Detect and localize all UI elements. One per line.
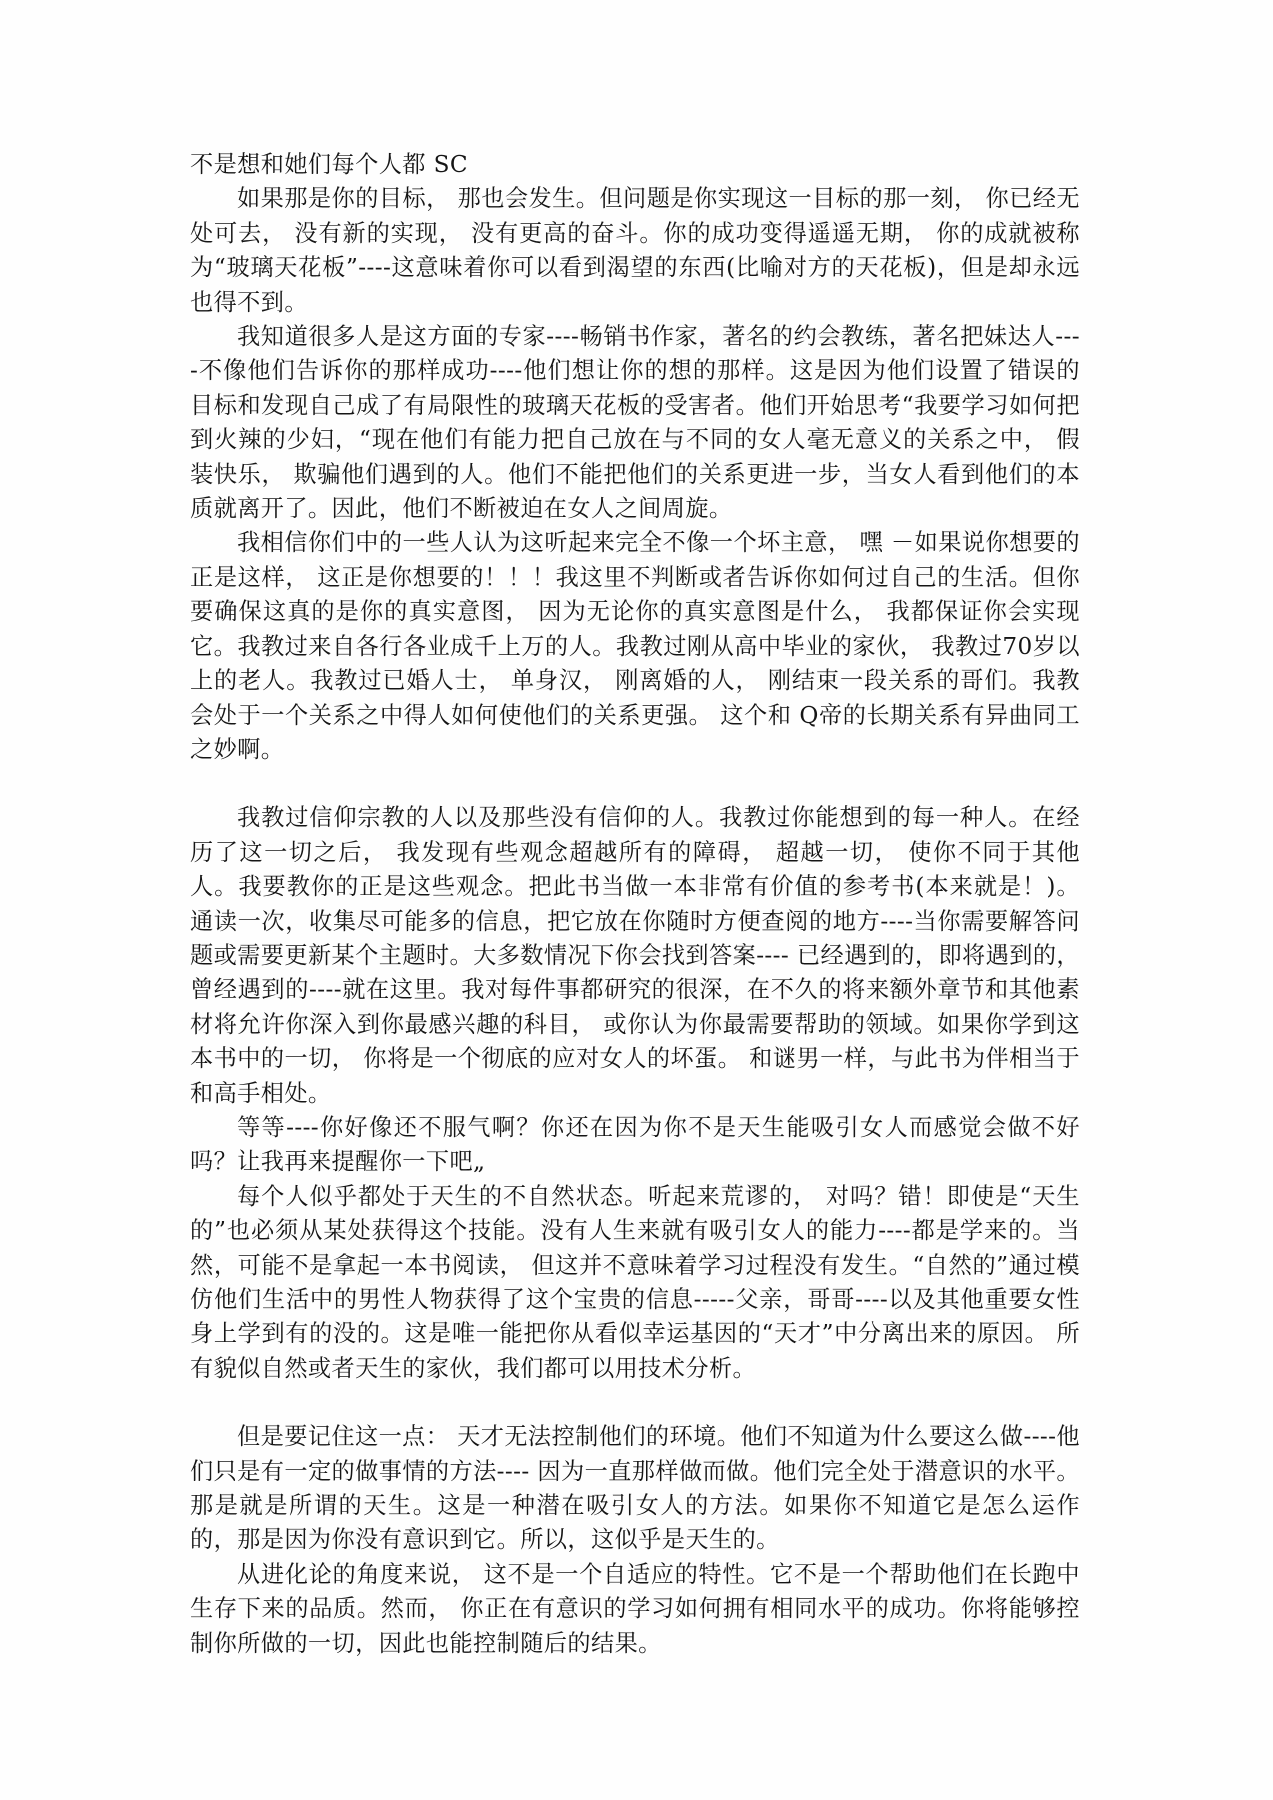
paragraph: 我相信你们中的一些人认为这听起来完全不像一个坏主意， 嘿 －如果说你想要的正是这样， 这正是你想要的！！！我这里不判断或者告诉你如何过自己的生活。但你要确保这真的是你的真实意图， 因为无论你的真实意图是什么， 我都保证你会实现它。我教过来自各行各业成千上万的人。我教过刚从高中毕业的家伙， 我教过70岁以上的老人。我教过已婚人士， 单身汉， 刚离婚的人， 刚结束一段关系的哥们。我教会处于一个关系之中得人如何使他们的关系更强。 这个和 Q帝的长期关系有异曲同工之妙啊。 [190,529,1080,763]
paragraph: 但是要记住这一点： 天才无法控制他们的环境。他们不知道为什么要这么做----他们只是有一定的做事情的方法---- 因为一直那样做而做。他们完全处于潜意识的水平。那是就是所谓的天生。这是一种潜在吸引女人的方法。如果你不知道它是怎么运作的，那是因为你没有意识到它。所以，这似乎是天生的。 [190,1423,1080,1554]
paragraph: 如果那是你的目标， 那也会发生。但问题是你实现这一目标的那一刻， 你已经无处可去， 没有新的实现， 没有更高的奋斗。你的成功变得遥遥无期， 你的成就被称为“玻璃天花板”----这意味着你可以看到渴望的东西(比喻对方的天花板)，但是却永远也得不到。 [190,185,1080,316]
heading-line: 不是想和她们每个人都 SC [190,151,469,178]
document-body [190,148,1080,1661]
paragraph: 我知道很多人是这方面的专家----畅销书作家，著名的约会教练，著名把妹达人----不像他们告诉你的那样成功----他们想让你的想的那样。这是因为他们设置了错误的目标和发现自己成了有局限性的玻璃天花板的受害者。他们开始思考“我要学习如何把到火辣的少妇，“现在他们有能力把自己放在与不同的女人毫无意义的关系之中， 假装快乐， 欺骗他们遇到的人。他们不能把他们的关系更进一步，当女人看到他们的本质就离开了。因此，他们不断被迫在女人之间周旋。 [190,323,1080,523]
paragraph: 每个人似乎都处于天生的不自然状态。听起来荒谬的， 对吗？错！即使是“天生的”也必须从某处获得这个技能。没有人生来就有吸引女人的能力----都是学来的。当然，可能不是拿起一本书阅读， 但这并不意味着学习过程没有发生。“自然的”通过模仿他们生活中的男性人物获得了这个宝贵的信息-----父亲，哥哥----以及其他重要女性身上学到有的没的。这是唯一能把你从看似幸运基因的“天才”中分离出来的原因。 所有貌似自然或者天生的家伙，我们都可以用技术分析。 [190,1182,1080,1382]
paragraph-gap [190,767,1080,801]
paragraph: 从进化论的角度来说， 这不是一个自适应的特性。它不是一个帮助他们在长跑中生存下来的品质。然而， 你正在有意识的学习如何拥有相同水平的成功。你将能够控制你所做的一切，因此也能控制随后的结果。 [190,1560,1080,1657]
paragraph: 我教过信仰宗教的人以及那些没有信仰的人。我教过你能想到的每一种人。在经历了这一切之后， 我发现有些观念超越所有的障碍， 超越一切， 使你不同于其他人。我要教你的正是这些观念。把此书当做一本非常有价值的参考书(本来就是！)。通读一次，收集尽可能多的信息，把它放在你随时方便查阅的地方----当你需要解答问题或需要更新某个主题时。大多数情况下你会找到答案---- 已经遇到的，即将遇到的，曾经遇到的----就在这里。我对每件事都研究的很深，在不久的将来额外章节和其他素材将允许你深入到你最感兴趣的科目， 或你认为你最需要帮助的领域。如果你学到这本书中的一切， 你将是一个彻底的应对女人的坏蛋。 和谜男一样，与此书为伴相当于和高手相处。 [190,804,1080,1107]
paragraph-gap [190,1386,1080,1420]
paragraph: 等等----你好像还不服气啊？你还在因为你不是天生能吸引女人而感觉会做不好吗？让我再来提醒你一下吧„ [190,1113,1080,1176]
